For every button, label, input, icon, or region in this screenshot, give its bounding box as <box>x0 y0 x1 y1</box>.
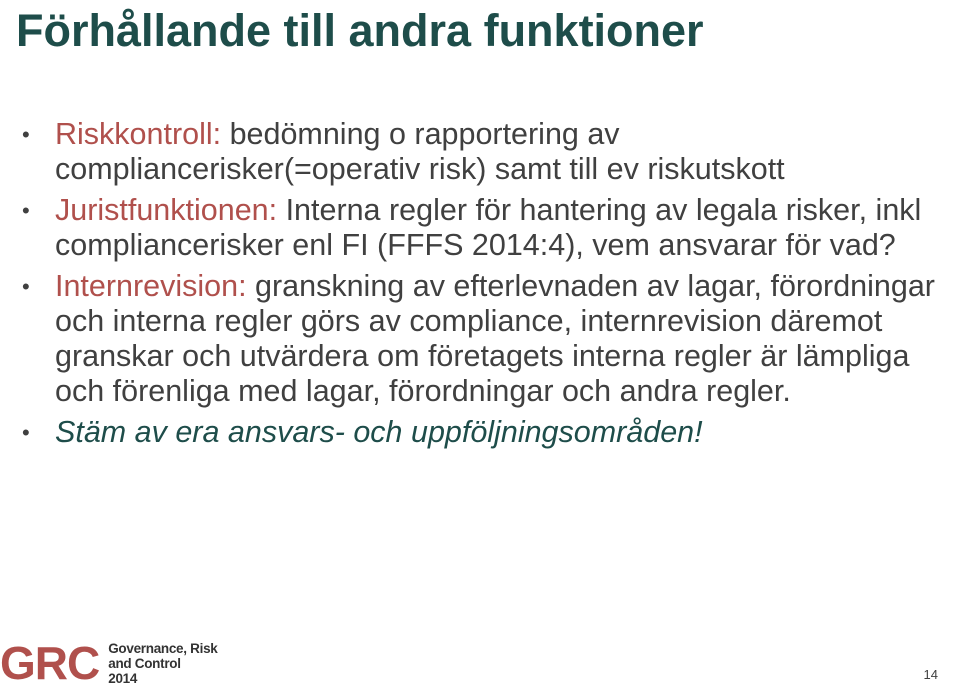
bullet-juristfunktionen <box>22 193 952 263</box>
logo-line-1: Governance, Risk <box>108 640 218 656</box>
page-number: 14 <box>923 667 938 682</box>
bullet-text: granskning av efterlevnaden av lagar, förordningar och interna regler görs av compliance, internrevision däremot granskar och utvärdera om företagets interna regler är lämpliga och förenliga med lagar, förordningar och andra regler. <box>55 269 935 408</box>
bullet-text: bedömning o rapportering av compliancerisker(=operativ risk) samt till ev riskutskott <box>55 117 785 186</box>
logo-wordmark <box>108 641 217 686</box>
bullet-term: Riskkontroll: <box>55 117 222 151</box>
bullet-icon: • <box>22 122 30 147</box>
bullet-term: Juristfunktionen: <box>55 193 278 227</box>
logo-line-3: 2014 <box>108 670 138 686</box>
bullet-internrevision <box>22 269 952 409</box>
logo-line-2: and Control <box>108 655 181 671</box>
bullet-term: Internrevision: <box>55 269 247 303</box>
logo-mark: GRC <box>0 637 100 689</box>
bullet-list <box>22 117 952 456</box>
bullet-riskkontroll <box>22 117 952 187</box>
bullet-call-to-action <box>22 415 952 450</box>
bullet-text: Stäm av era ansvars- och uppföljningsområden! <box>55 415 703 449</box>
bullet-icon: • <box>22 274 30 299</box>
grc-logo <box>0 638 218 688</box>
bullet-text: Interna regler för hantering av legala risker, inkl compliancerisker enl FI (FFFS 2014:4), vem ansvarar för vad? <box>55 193 922 262</box>
bullet-icon: • <box>22 420 30 445</box>
slide-title: Förhållande till andra funktioner <box>16 5 704 56</box>
bullet-icon: • <box>22 198 30 223</box>
